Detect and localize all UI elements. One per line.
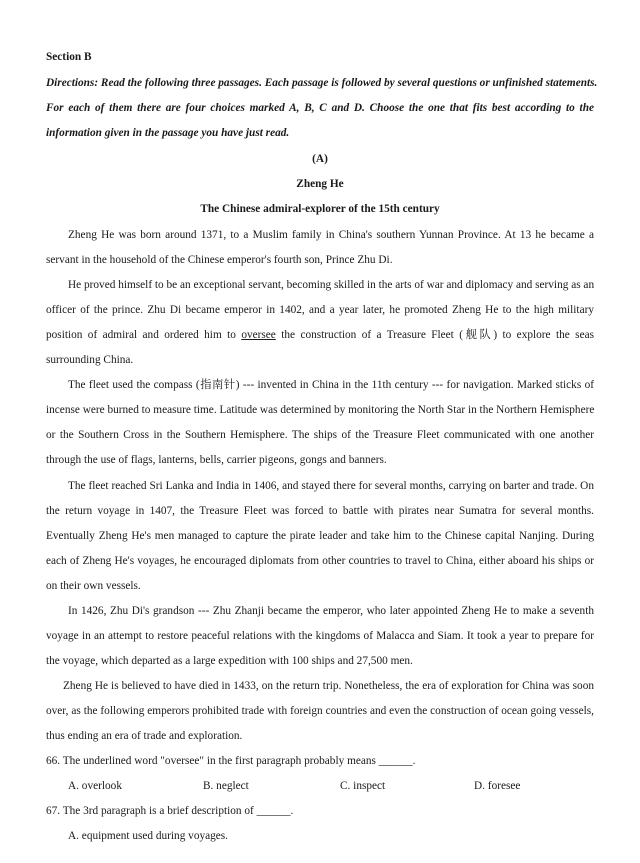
answer-option-d[interactable]: D. foresee — [474, 780, 521, 792]
paragraph-line: The fleet reached Sri Lanka and India in 1406, and stayed there for several months, carrying on barter and trade. On — [68, 480, 594, 492]
paragraph-line: on their own vessels. — [46, 580, 141, 592]
directions-line: For each of them there are four choices marked A, B, C and D. Choose the one that fits best according to the — [46, 102, 594, 114]
passage-subtitle: The Chinese admiral-explorer of the 15th century — [200, 203, 440, 215]
paragraph-line: thus ending an era of trade and exploration. — [46, 730, 243, 742]
answer-option-b[interactable]: B. neglect — [203, 780, 249, 792]
paragraph-line: Eventually Zheng He's men managed to capture the pirate leader and take him to the Chinese capital Nanjing. During — [46, 530, 594, 542]
paragraph-line: servant in the household of the Chinese emperor's fourth son, Prince Zhu Di. — [46, 254, 393, 266]
passage-label: (A) — [312, 153, 328, 165]
answer-option-a[interactable]: A. equipment used during voyages. — [68, 830, 229, 842]
question-stem: 66. The underlined word "oversee" in the first paragraph probably means ______. — [46, 755, 416, 767]
paragraph-line: The fleet used the compass (指南针) --- invented in China in the 11th century --- for navigation. Marked sticks of — [68, 379, 594, 391]
paragraph-line: voyage in an attempt to restore peaceful relations with the kingdoms of Malacca and Siam. It took a year to prepare for — [46, 630, 594, 642]
paragraph-line: the return voyage in 1407, the Treasure Fleet was forced to battle with pirates near Sumatra for several months. — [46, 505, 594, 517]
paragraph-line: or the Southern Cross in the Southern Hemisphere. The ships of the Treasure Fleet communicated with one another — [46, 429, 594, 441]
paragraph-line: In 1426, Zhu Di's grandson --- Zhu Zhanji became the emperor, who later appointed Zheng He to make a seventh — [68, 605, 594, 617]
paragraph-line: the voyage, which departed as a large expedition with 100 ships and 27,500 men. — [46, 655, 413, 667]
directions-line: information given in the passage you have just read. — [46, 127, 290, 139]
paragraph-line: surrounding China. — [46, 354, 134, 366]
paragraph-line: over, as the following emperors prohibited trade with foreign countries and even the construction of ocean going vessels, — [46, 705, 594, 717]
directions-line: Directions: Read the following three passages. Each passage is followed by several questions or unfinished statements. — [46, 77, 598, 89]
paragraph-line: incense were burned to measure time. Latitude was determined by monitoring the North Star in the Northern Hemisphere — [46, 404, 595, 416]
answer-option-c[interactable]: C. inspect — [340, 780, 386, 792]
paragraph-line: through the use of flags, lanterns, bells, carrier pigeons, gongs and banners. — [46, 454, 387, 466]
paragraph-line: Zheng He was born around 1371, to a Muslim family in China's southern Yunnan Province. At 13 he became a — [68, 229, 594, 241]
answer-option-a[interactable]: A. overlook — [68, 780, 122, 792]
paragraph-line: each of Zheng He's voyages, he encouraged diplomats from other countries to travel to China, either aboard his ships or — [46, 555, 594, 567]
underlined-word-oversee: oversee — [241, 329, 276, 341]
paragraph-line: He proved himself to be an exceptional servant, becoming skilled in the arts of war and diplomacy and serving as an — [68, 279, 595, 291]
paragraph-line: officer of the prince. Zhu Di became emperor in 1402, and a year later, he promoted Zheng He to the high military — [46, 304, 594, 316]
question-stem: 67. The 3rd paragraph is a brief description of ______. — [46, 805, 294, 817]
paragraph-line: position of admiral and ordered him to oversee the construction of a Treasure Fleet (舰队) to explore the seas — [46, 329, 594, 341]
paragraph-line: Zheng He is believed to have died in 1433, on the return trip. Nonetheless, the era of exploration for China was soon — [63, 680, 594, 692]
passage-title: Zheng He — [296, 178, 344, 190]
section-heading: Section B — [46, 51, 92, 63]
